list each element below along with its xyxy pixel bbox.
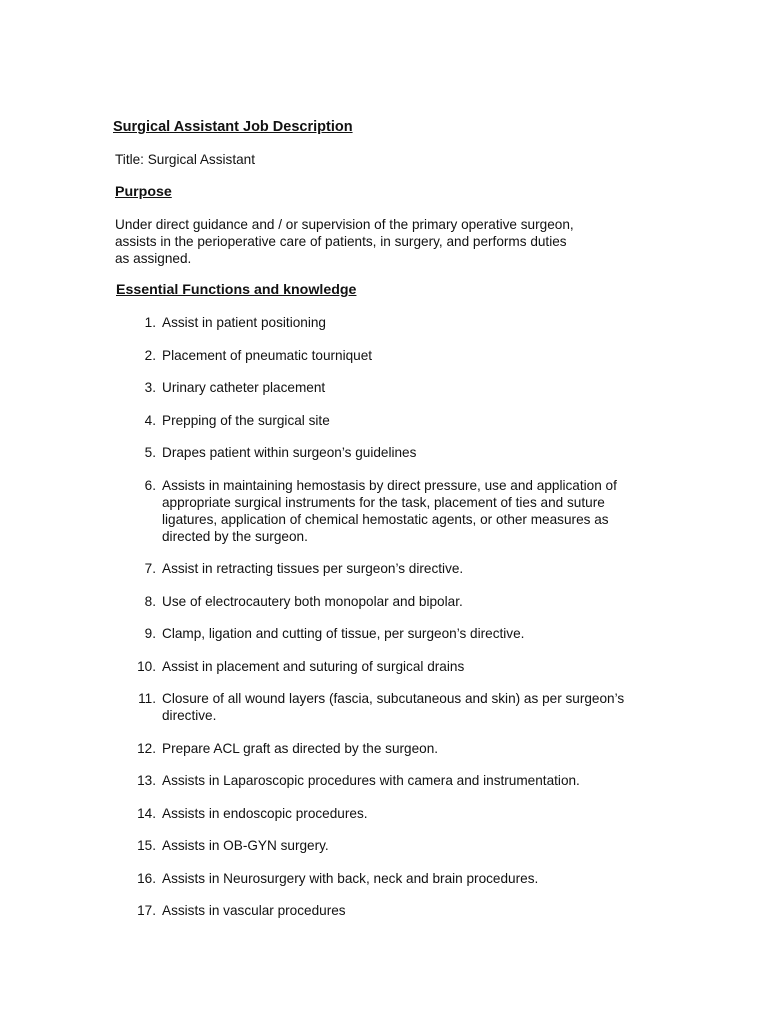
list-item-number: 13. <box>137 773 156 788</box>
list-item <box>128 837 648 854</box>
list-item-line: Assists in vascular procedures <box>162 903 346 918</box>
list-item-number: 17. <box>137 903 156 918</box>
list-item-number: 14. <box>137 805 156 821</box>
list-item-line: Assists in OB-GYN surgery. <box>162 838 329 853</box>
list-item-line: Placement of pneumatic tourniquet <box>162 347 373 363</box>
list-item-number: 10. <box>137 658 156 674</box>
list-item-text <box>162 740 648 757</box>
list-item-line: Drapes patient within surgeon’s guidelines <box>162 445 417 460</box>
list-item <box>128 477 648 545</box>
list-item-text <box>162 805 648 822</box>
purpose-line: as assigned. <box>115 251 192 266</box>
job-title-line: Title: Surgical Assistant <box>115 152 256 167</box>
list-item-text <box>162 560 648 577</box>
list-item <box>128 740 648 757</box>
list-item-line: directive. <box>162 708 217 723</box>
list-item-text <box>162 314 648 331</box>
purpose-line: Under direct guidance and / or supervision of the primary operative surgeon, <box>115 217 574 232</box>
list-item-text <box>162 379 648 396</box>
list-item-text <box>162 625 648 642</box>
list-item-text <box>162 772 648 789</box>
list-item-line: directed by the surgeon. <box>162 528 308 544</box>
list-item-text <box>162 444 648 461</box>
list-item-number: 6. <box>144 477 156 493</box>
list-item <box>128 690 648 724</box>
list-item-line: Closure of all wound layers (fascia, subcutaneous and skin) as per surgeon’s <box>162 691 625 706</box>
list-item-line: Assist in patient positioning <box>162 315 326 330</box>
list-item-text <box>162 837 648 854</box>
list-item-number: 9. <box>144 626 156 641</box>
list-item-line: Assist in placement and suturing of surgical drains <box>162 658 465 674</box>
list-item-line: Urinary catheter placement <box>162 380 326 395</box>
list-item-number: 2. <box>144 347 156 363</box>
list-item-line: Prepping of the surgical site <box>162 412 330 428</box>
purpose-paragraph <box>115 216 595 267</box>
list-item-line: ligatures, application of chemical hemostatic agents, or other measures as <box>162 511 609 527</box>
list-item-number: 1. <box>144 315 156 330</box>
list-item <box>128 772 648 789</box>
purpose-heading: Purpose <box>115 184 172 200</box>
list-item-line: Prepare ACL graft as directed by the surgeon. <box>162 740 439 756</box>
list-item-text <box>162 347 648 364</box>
list-item-number: 8. <box>144 593 156 609</box>
list-item-text <box>162 593 648 610</box>
list-item-number: 4. <box>144 412 156 428</box>
purpose-line: assists in the perioperative care of patients, in surgery, and performs duties <box>115 234 567 249</box>
list-item-number: 16. <box>137 870 156 886</box>
list-item-text <box>162 477 648 545</box>
list-item-text <box>162 412 648 429</box>
functions-heading: Essential Functions and knowledge <box>116 282 357 298</box>
list-item-line: appropriate surgical instruments for the task, placement of ties and suture <box>162 494 605 510</box>
document-title: Surgical Assistant Job Description <box>113 119 353 135</box>
list-item <box>128 444 648 461</box>
list-item <box>128 379 648 396</box>
list-item <box>128 314 648 331</box>
list-item-number: 7. <box>144 561 156 576</box>
list-item-line: Use of electrocautery both monopolar and bipolar. <box>162 593 463 609</box>
list-item-number: 3. <box>144 380 156 395</box>
list-item <box>128 347 648 364</box>
list-item-text <box>162 658 648 675</box>
list-item <box>128 805 648 822</box>
list-item-text <box>162 870 648 887</box>
list-item <box>128 658 648 675</box>
list-item-line: Clamp, ligation and cutting of tissue, per surgeon’s directive. <box>162 626 525 641</box>
list-item-text <box>162 690 648 724</box>
list-item-line: Assists in Neurosurgery with back, neck and brain procedures. <box>162 870 539 886</box>
list-item-line: Assists in Laparoscopic procedures with camera and instrumentation. <box>162 773 580 788</box>
list-item <box>128 625 648 642</box>
list-item <box>128 870 648 887</box>
list-item-line: Assist in retracting tissues per surgeon’s directive. <box>162 561 464 576</box>
list-item <box>128 412 648 429</box>
list-item <box>128 902 648 919</box>
list-item-line: Assists in endoscopic procedures. <box>162 805 368 821</box>
functions-list <box>128 314 648 935</box>
list-item-number: 12. <box>137 740 156 756</box>
list-item-text <box>162 902 648 919</box>
list-item <box>128 593 648 610</box>
list-item-number: 15. <box>137 838 156 853</box>
list-item-line: Assists in maintaining hemostasis by direct pressure, use and application of <box>162 477 617 493</box>
list-item <box>128 560 648 577</box>
list-item-number: 11. <box>138 691 156 706</box>
list-item-number: 5. <box>144 445 156 460</box>
